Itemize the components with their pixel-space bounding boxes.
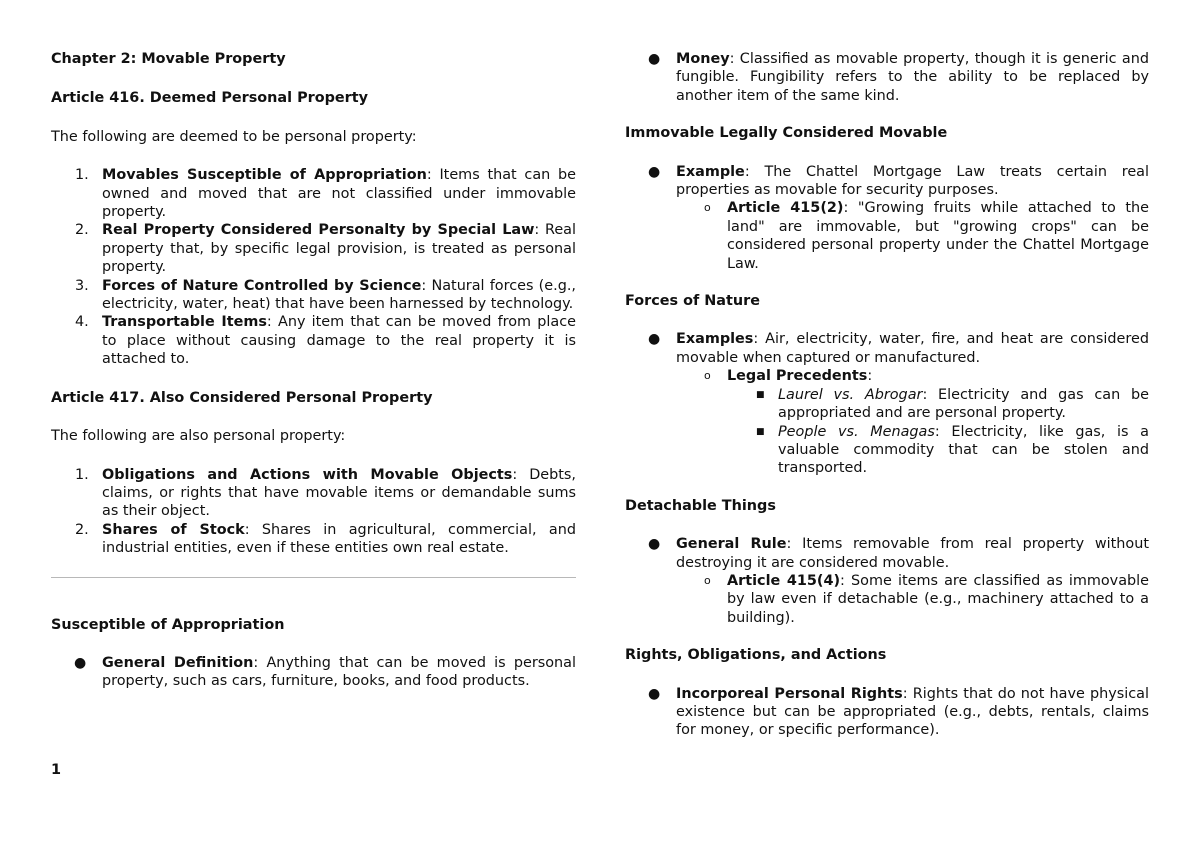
list-item: ■ People vs. Menagas: Electricity, like gas, is a valuable commodity that can be stolen and transported. bbox=[756, 423, 1149, 477]
list-item: ● Incorporeal Personal Rights: Rights that do not have physical existence but can be appropriated (e.g., debts, rentals, claims for money, or specific performance). bbox=[648, 685, 1149, 739]
immovable-sublist bbox=[676, 199, 1149, 273]
forces-sublist bbox=[676, 367, 1149, 385]
rights-heading: Rights, Obligations, and Actions bbox=[625, 647, 887, 664]
precedents-list bbox=[727, 386, 1149, 478]
article-417-heading: Article 417. Also Considered Personal Property bbox=[51, 389, 433, 406]
list-item: o Article 415(2): "Growing fruits while attached to the land" are immovable, but "growing crops" can be considered personal property under the Chattel Mortgage Law. bbox=[704, 200, 1149, 272]
right-column bbox=[625, 50, 1149, 740]
immovable-list bbox=[625, 163, 1149, 200]
left-column bbox=[51, 50, 576, 691]
rights-list bbox=[625, 685, 1149, 740]
bullet-icon: ● bbox=[648, 685, 661, 702]
article-417-list bbox=[51, 466, 576, 558]
list-item: ● General Definition: Anything that can be moved is personal property, such as cars, furniture, books, and food products. bbox=[74, 654, 576, 690]
forces-heading: Forces of Nature bbox=[625, 293, 760, 310]
list-item: ● Example: The Chattel Mortgage Law treats certain real properties as movable for security purposes. bbox=[648, 163, 1149, 199]
list-item: ● Money: Classified as movable property, though it is generic and fungible. Fungibility refers to the ability to be replaced by another item of the same kind. bbox=[648, 51, 1149, 104]
list-item: o Article 415(4): Some items are classified as immovable by law even if detachable (e.g., machinery attached to a building). bbox=[704, 572, 1149, 626]
article-417-intro: The following are also personal property: bbox=[51, 428, 346, 445]
list-item: 4. Transportable Items: Any item that can be moved from place to place without causing damage to the real property it is attached to. bbox=[75, 314, 576, 368]
list-item: ● General Rule: Items removable from real property without destroying it are considered movable. bbox=[648, 536, 1149, 571]
forces-list bbox=[625, 330, 1149, 367]
list-item: ■ Laurel vs. Abrogar: Electricity and gas can be appropriated and are personal property. bbox=[756, 386, 1149, 422]
bullet-icon: ● bbox=[648, 163, 661, 180]
page-number: 1 bbox=[51, 762, 62, 778]
article-416-heading: Article 416. Deemed Personal Property bbox=[51, 90, 369, 107]
square-bullet-icon: ■ bbox=[756, 426, 765, 437]
bullet-icon: ● bbox=[648, 51, 661, 67]
bullet-icon: ● bbox=[648, 331, 661, 348]
section-divider bbox=[51, 577, 576, 578]
list-item: 3. Forces of Nature Controlled by Science: Natural forces (e.g., electricity, water, heat) that have been harnessed by technology. bbox=[75, 277, 576, 313]
detachable-sublist bbox=[676, 572, 1149, 627]
article-416-intro: The following are deemed to be personal property: bbox=[51, 128, 417, 145]
list-item: 1. Movables Susceptible of Appropriation: Items that can be owned and moved that are not classified under immovable property. bbox=[75, 167, 576, 221]
list-item: 2. Shares of Stock: Shares in agricultural, commercial, and industrial entities, even if these entities own real estate. bbox=[75, 521, 576, 557]
bullet-icon: ● bbox=[648, 536, 661, 553]
list-item: 1. Obligations and Actions with Movable Objects: Debts, claims, or rights that have movable items or demandable sums as their object. bbox=[75, 466, 576, 520]
chapter-title: Chapter 2: Movable Property bbox=[51, 51, 286, 67]
article-416-list bbox=[51, 166, 576, 368]
susceptible-heading: Susceptible of Appropriation bbox=[51, 616, 285, 633]
detachable-heading: Detachable Things bbox=[625, 497, 776, 514]
circle-bullet-icon: o bbox=[704, 573, 711, 587]
bullet-icon: ● bbox=[74, 654, 87, 671]
susceptible-list bbox=[51, 654, 576, 691]
circle-bullet-icon: o bbox=[704, 369, 711, 383]
immovable-heading: Immovable Legally Considered Movable bbox=[625, 125, 948, 142]
list-item: 2. Real Property Considered Personalty by Special Law: Real property that, by specific legal provision, is treated as personal property. bbox=[75, 222, 576, 276]
square-bullet-icon: ■ bbox=[756, 389, 765, 400]
detachable-list bbox=[625, 535, 1149, 572]
list-item: o Legal Precedents: bbox=[704, 368, 873, 385]
circle-bullet-icon: o bbox=[704, 201, 711, 215]
money-list bbox=[625, 50, 1149, 105]
list-item: ● Examples: Air, electricity, water, fire, and heat are considered movable when captured or manufactured. bbox=[648, 331, 1149, 366]
